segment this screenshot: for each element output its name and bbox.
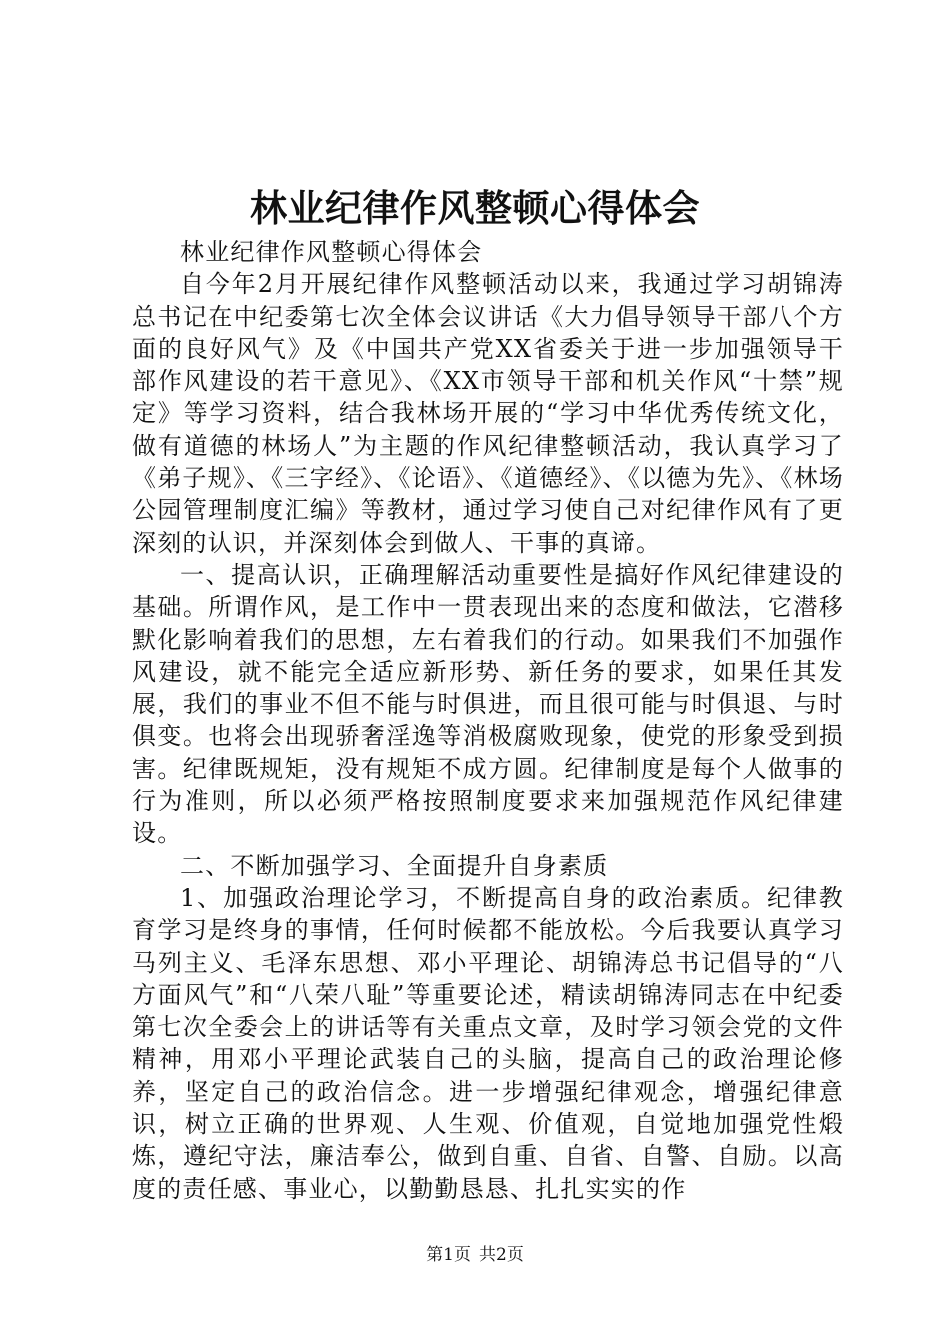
document-title: 林业纪律作风整顿心得体会 xyxy=(250,186,700,230)
subtitle-paragraph: 林业纪律作风整顿心得体会 xyxy=(180,238,483,266)
document-body xyxy=(132,236,844,1205)
page-footer xyxy=(0,1244,950,1266)
section-one-paragraph: 一、提高认识，正确理解活动重要性是搞好作风纪律建设的基础。所谓作风，是工作中一贯表现出来的态度和做法，它潜移默化影响着我们的思想，左右着我们的行动。如果我们不加强作风建设，就不能完全适应新形势、新任务的要求，如果任其发展，我们的事业不但不能与时俱进，而且很可能与时俱退、与时俱变。也将会出现骄奢淫逸等消极腐败现象，使党的形象受到损害。纪律既规矩，没有规矩不成方圆。纪律制度是每个人做事的行为准则，所以必须严格按照制度要求来加强规范作风纪律建设。 xyxy=(132,560,844,848)
page-total: 共2页 xyxy=(479,1245,524,1265)
section-two-item-one-paragraph: 1、加强政治理论学习，不断提高自身的政治素质。纪律教育学习是终身的事情，任何时候都不能放松。今后我要认真学习马列主义、毛泽东思想、邓小平理论、胡锦涛总书记倡导的“八方面风气”和“八荣八耻”等重要论述，精读胡锦涛同志在中纪委第七次全委会上的讲话等有关重点文章，及时学习领会党的文件精神，用邓小平理论武装自己的头脑，提高自己的政治理论修养，坚定自己的政治信念。进一步增强纪律观念，增强纪律意识，树立正确的世界观、人生观、价值观，自觉地加强党性煅炼，遵纪守法，廉洁奉公，做到自重、自省、自警、自励。以高度的责任感、事业心，以勤勤恳恳、扎扎实实的作 xyxy=(132,883,844,1203)
page-number: 第1页 xyxy=(426,1245,471,1265)
intro-paragraph: 自今年2月开展纪律作风整顿活动以来，我通过学习胡锦涛总书记在中纪委第七次全体会议讲话《大力倡导领导干部八个方面的良好风气》及《中国共产党XX省委关于进一步加强领导干部作风建设的若干意见》、《XX市领导干部和机关作风“十禁”规定》等学习资料，结合我林场开展的“学习中华优秀传统文化，做有道德的林场人”为主题的作风纪律整顿活动，我认真学习了《弟子规》、《三字经》、《论语》、《道德经》、《以德为先》、《林场公园管理制度汇编》等教材，通过学习使自己对纪律作风有了更深刻的认识，并深刻体会到做人、干事的真谛。 xyxy=(132,270,844,557)
section-two-heading: 二、不断加强学习、全面提升自身素质 xyxy=(180,851,609,880)
